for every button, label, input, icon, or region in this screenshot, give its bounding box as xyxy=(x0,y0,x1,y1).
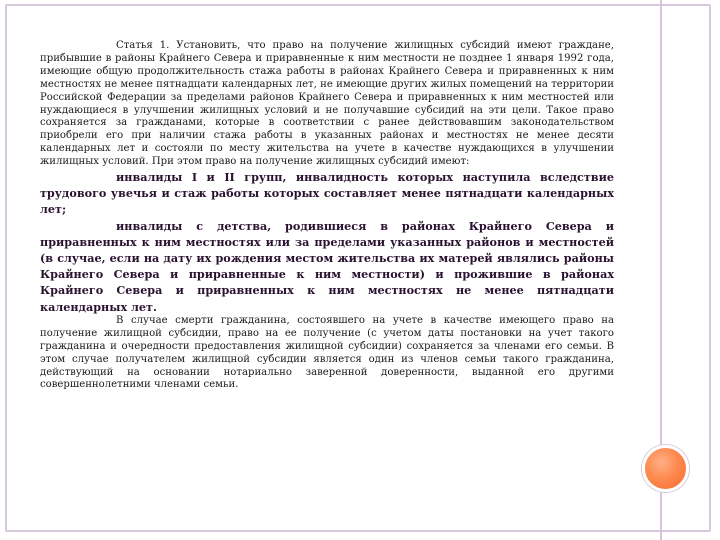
decorative-orange-circle-icon xyxy=(642,445,689,492)
disabled-groups-paragraph: инвалиды I и II групп, инвалидность которых наступила вследствие трудового увечья и стаж работы которых составляет менее пятнадцати календарных лет; xyxy=(40,170,614,217)
article-1-paragraph: Статья 1. Установить, что право на получение жилищных субсидий имеют граждане, прибывшие в районы Крайнего Севера и приравненные к ним местности не позднее 1 января 1992 года, имеющие общую продолжительность стажа работы в районах Крайнего Севера и приравненных к ним местностях не менее пятнадцати календарных лет, не имеющие других жилых помещений на территории Российской Федерации за пределами районов Крайнего Севера и приравненных к ним местностей или нуждающиеся в улучшении жилищных условий и не получавшие субсидий на эти цели. Такое право сохраняется за гражданами, которые в соответствии с ранее действовавшим законодательством приобрели его при наличии стажа работы в указанных районах и местностях не менее десяти календарных лет и состояли по месту жительства на учете в качестве нуждающихся в улучшении жилищных условий. При этом право на получение жилищных субсидий имеют: xyxy=(40,40,614,168)
document-body xyxy=(40,40,614,392)
death-case-paragraph: В случае смерти гражданина, состоявшего на учете в качестве имеющего право на получение жилищной субсидии, право на ее получение (с учетом даты постановки на учет такого гражданина и очередности предоставления жилищной субсидии) сохраняется за членами его семьи. В этом случае получателем жилищной субсидии является один из членов семьи такого гражданина, действующий на основании нотариально заверенной доверенности, выданной его другими совершеннолетними членами семьи. xyxy=(40,314,614,391)
disabled-since-childhood-paragraph: инвалиды с детства, родившиеся в районах Крайнего Севера и приравненных к ним местностях или за пределами указанных районов и местностей (в случае, если на дату их рождения местом жительства их матерей являлись районы Крайнего Севера и приравненные к ним местности) и прожившие в районах Крайнего Севера и приравненных к ним местностях не менее пятнадцати календарных лет. xyxy=(40,218,614,314)
